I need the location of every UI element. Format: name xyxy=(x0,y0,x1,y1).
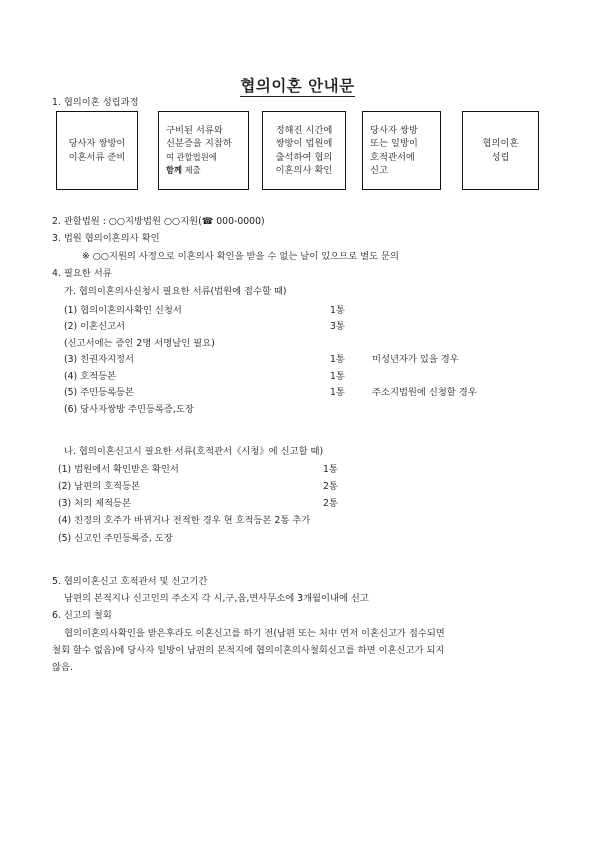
doc-a-5-note: 주소지법원에 신청할 경우 xyxy=(372,387,477,398)
section4-heading: 4. 필요한 서류 xyxy=(52,268,112,279)
step5-line1: 협의이혼 xyxy=(482,138,519,149)
section2-court: 2. 관할법원 : ○○지방법원 ○○지원(☎ 000-0000) xyxy=(52,216,265,227)
step2-line4: 제출 xyxy=(182,165,201,175)
section5-body: 남편의 본적지나 신고인의 주소지 각 시,구,읍,면사무소에 3개월이내에 신고 xyxy=(64,593,369,604)
section4b-heading: 나. 협의이혼신고시 필요한 서류(호적관서《시청》에 신고할 때) xyxy=(64,446,324,457)
step2-bold-word: 함께 xyxy=(166,165,183,175)
doc-b-5-name: (5) 신고인 주민등록증, 도장 xyxy=(58,533,173,544)
section4a-heading: 가. 협의이혼의사신청시 필요한 서류(법원에 접수할 때) xyxy=(64,286,287,297)
step3-line2: 쌍방이 법원에 xyxy=(275,138,333,149)
step3-line1: 정해진 시간에 xyxy=(275,124,333,136)
section5-heading: 5. 협의이혼신고 호적관서 및 신고기간 xyxy=(52,576,208,587)
process-step-2 xyxy=(158,111,249,190)
doc-a-1-count: 1통 xyxy=(330,305,345,316)
step1-line2: 이혼서류 준비 xyxy=(68,151,126,163)
step2-line3: 여 관할법원에 xyxy=(166,151,217,162)
doc-a-2-count: 3통 xyxy=(330,321,345,332)
section3-heading: 3. 법원 협의이혼의사 확인 xyxy=(52,233,160,244)
doc-b-3-count: 2통 xyxy=(323,498,338,509)
doc-a-3-count: 1통 xyxy=(330,354,345,365)
doc-a-5-name: (5) 주민등록등본 xyxy=(64,387,135,398)
doc-b-3-name: (3) 처의 제적등본 xyxy=(58,498,131,509)
doc-a-4-name: (4) 호적등본 xyxy=(64,371,117,382)
step4-line1: 당사자 쌍방 xyxy=(370,124,418,136)
doc-a-2-name: (2) 이혼신고서 xyxy=(64,321,126,332)
section6-heading: 6. 신고의 철회 xyxy=(52,610,112,621)
step1-line1: 당사자 쌍방이 xyxy=(68,138,126,149)
process-step-1 xyxy=(56,111,138,190)
doc-b-2-count: 2통 xyxy=(323,481,338,492)
step4-line3: 호적관서에 xyxy=(370,151,415,163)
section6-body-line1: 협의이혼의사확인을 받은후라도 이혼신고를 하기 전(남편 또는 처中 먼저 이혼신고가 접수되면 xyxy=(64,628,445,639)
doc-b-4-name: (4) 친정의 호주가 바뀌거나 전적한 경우 현 호적등본 2통 추가 xyxy=(58,515,311,526)
doc-a-3-note: 미성년자가 있을 경우 xyxy=(372,354,459,365)
section3-note: ※ ○○지원의 사정으로 이혼의사 확인을 받을 수 없는 날이 있으므로 별도 문의 xyxy=(82,251,399,262)
step4-line4: 신고 xyxy=(370,165,388,176)
step5-line2: 성립 xyxy=(491,151,510,163)
doc-a-6-name: (6) 당사자쌍방 주민등록증,도장 xyxy=(64,404,194,415)
doc-a-5-count: 1통 xyxy=(330,387,345,398)
doc-a-3-name: (3) 친권자지정서 xyxy=(64,354,135,365)
doc-b-1-name: (1) 법원에서 확인받은 확인서 xyxy=(58,464,179,475)
doc-b-1-count: 1통 xyxy=(323,464,338,475)
step2-line2: 신분증을 지참하 xyxy=(166,138,232,149)
step2-line1: 구비된 서류와 xyxy=(166,124,223,136)
section1-heading: 1. 협의이혼 성립과정 xyxy=(52,97,139,108)
doc-a-witness-note: (신고서에는 증인 2명 서명날인 필요) xyxy=(64,338,215,349)
page-title: 협의이혼 안내문 xyxy=(240,77,355,95)
step3-line4: 이혼의사 확인 xyxy=(275,165,333,176)
step3-line3: 출석하여 협의 xyxy=(275,151,333,163)
section6-body-line3: 않음. xyxy=(52,662,73,673)
process-step-4 xyxy=(362,111,441,190)
process-step-5 xyxy=(462,111,539,190)
process-step-3 xyxy=(262,111,346,190)
doc-a-1-name: (1) 협의이혼의사확인 신청서 xyxy=(64,305,182,316)
doc-a-4-count: 1통 xyxy=(330,371,345,382)
doc-b-2-name: (2) 남편의 호적등본 xyxy=(58,481,140,492)
step4-line2: 또는 일방이 xyxy=(370,138,418,149)
section6-body-line2: 철회 할수 없음)에 당사자 일방이 남편의 본적지에 협의이혼의사철회신고를 하면 이혼신고가 되지 xyxy=(52,645,445,656)
